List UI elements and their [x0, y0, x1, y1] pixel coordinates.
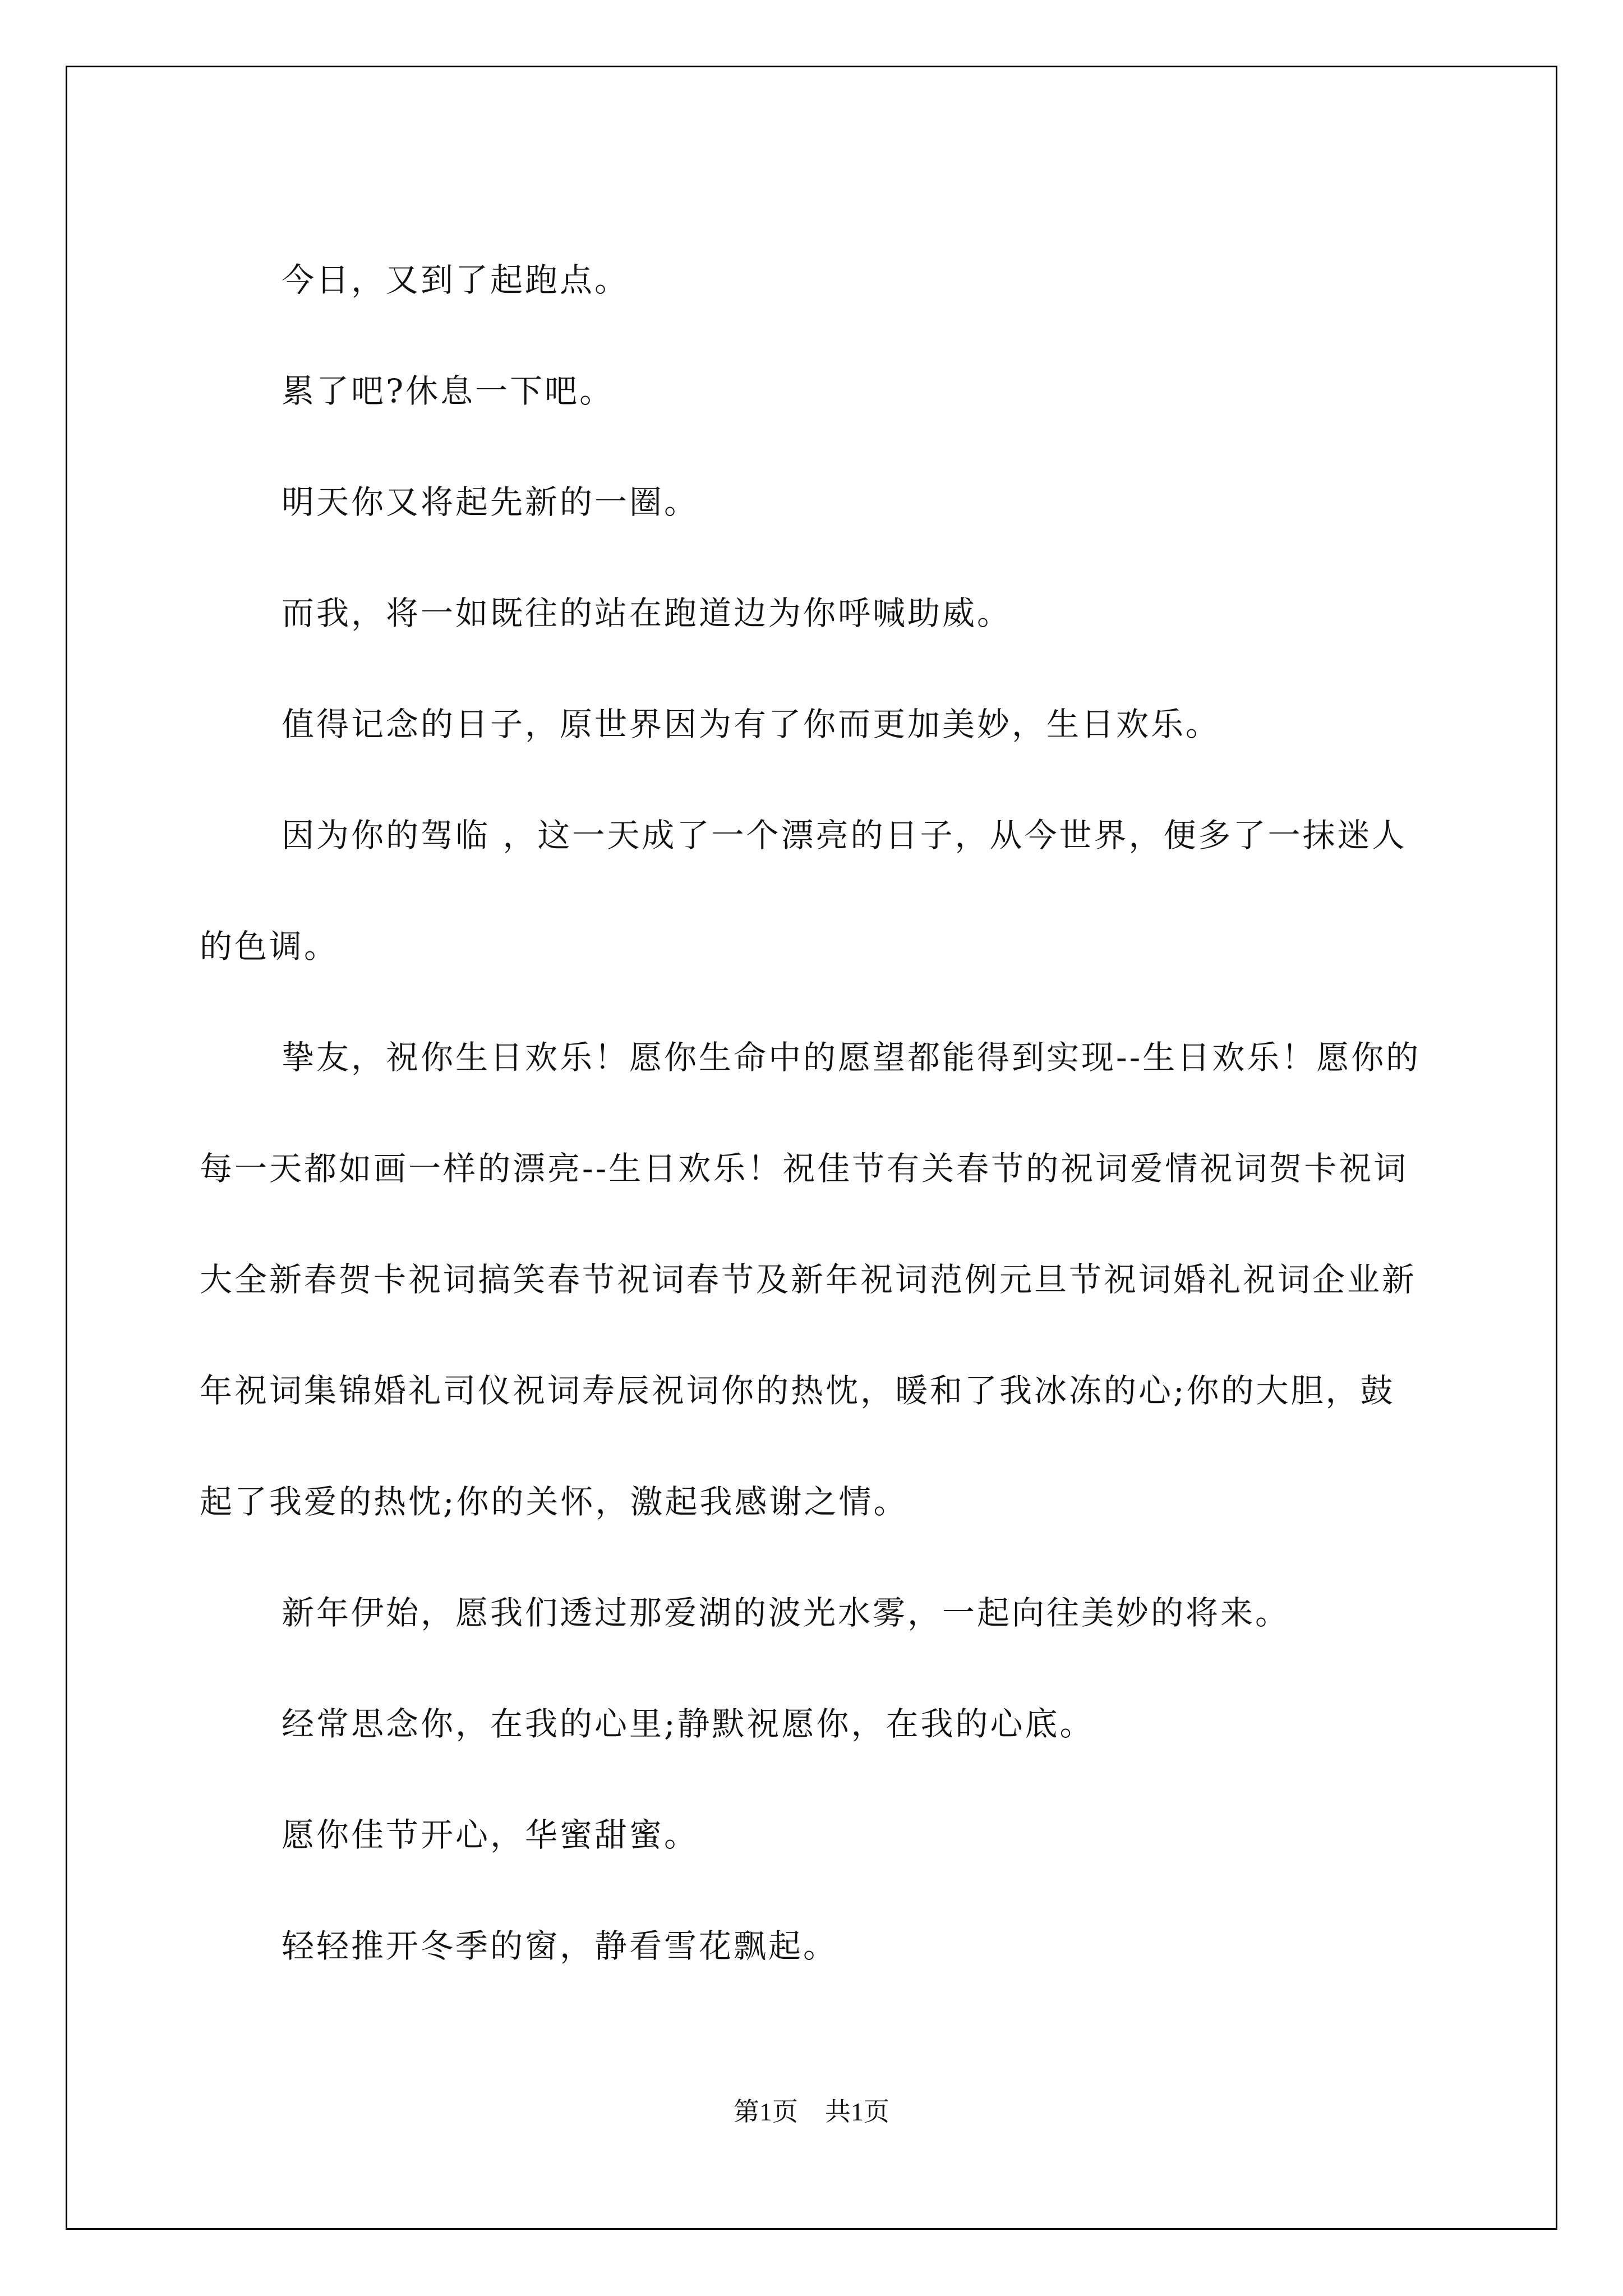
paragraph: 今日，又到了起跑点。	[282, 261, 630, 299]
paragraph: 挚友，祝你生日欢乐！愿你生命中的愿望都能得到实现--生日欢乐！愿你的每一天都如画一样的漂亮--生日欢乐！祝佳节有关春节的祝词爱情祝词贺卡祝词大全新春贺卡祝词搞笑春节祝词春节及新年祝词范例元旦节祝词婚礼祝词企业新年祝词集锦婚礼司仪祝词寿辰祝词你的热忱，暖和了我冰冻的心;你的大胆，鼓起了我爱的热忱;你的关怀，激起我感谢之情。	[200, 1038, 1421, 1521]
paragraph: 值得记念的日子，原世界因为有了你而更加美妙，生日欢乐。	[282, 705, 1221, 743]
paragraph: 因为你的驾临 ，这一天成了一个漂亮的日子，从今世界，便多了一抹迷人的色调。	[200, 816, 1407, 965]
paragraph: 愿你佳节开心，华蜜甜蜜。	[282, 1816, 699, 1854]
page-footer	[0, 2091, 1623, 2128]
document-body	[200, 224, 1426, 2001]
paragraph: 经常思念你，在我的心里;静默祝愿你，在我的心底。	[282, 1705, 1095, 1743]
paragraph: 轻轻推开冬季的窗，静看雪花飘起。	[282, 1927, 838, 1965]
paragraph: 明天你又将起先新的一圈。	[282, 483, 699, 521]
page-number-current: 第1页	[734, 2097, 798, 2126]
paragraph: 累了吧?休息一下吧。	[282, 372, 615, 410]
page-number-total: 共1页	[825, 2097, 889, 2126]
paragraph: 新年伊始，愿我们透过那爱湖的波光水雾，一起向往美妙的将来。	[282, 1594, 1290, 1632]
paragraph: 而我，将一如既往的站在跑道边为你呼喊助威。	[282, 594, 1012, 632]
